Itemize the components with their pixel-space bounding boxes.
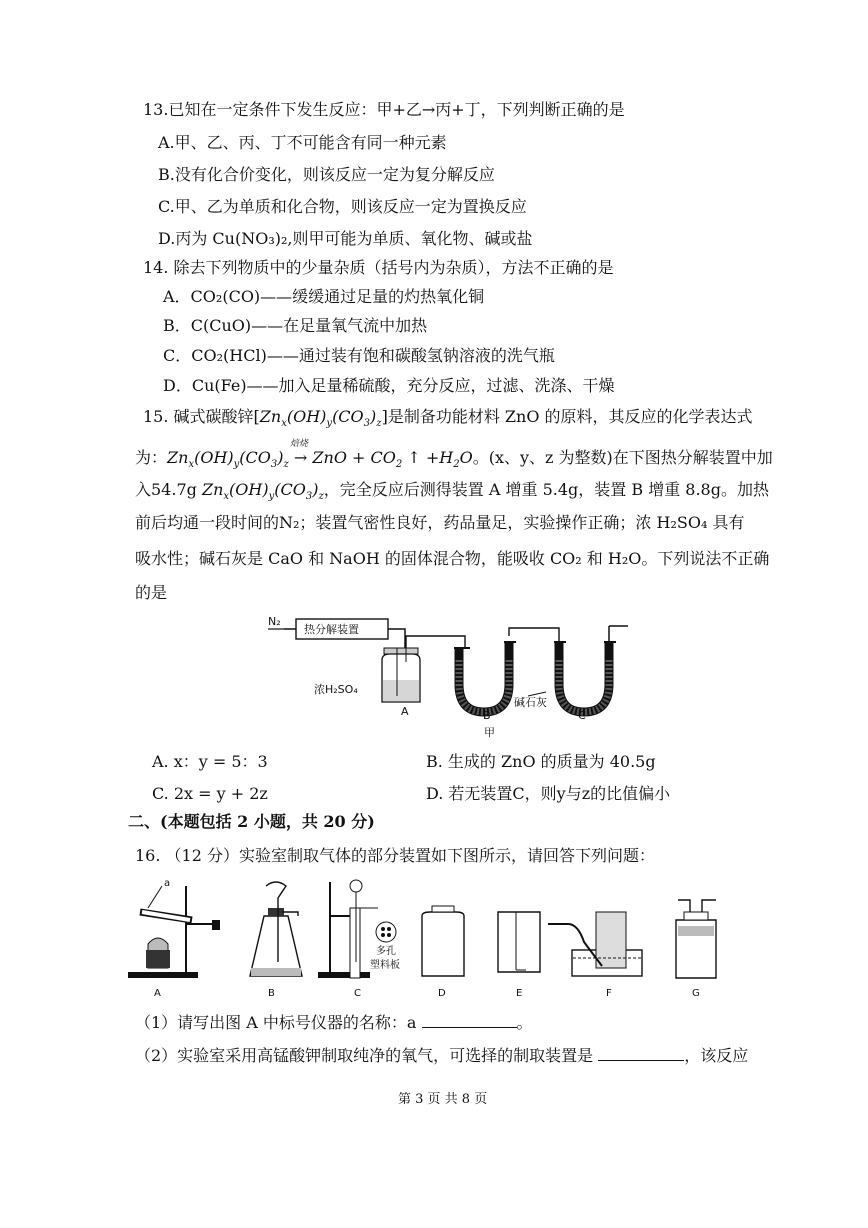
q16-stem: 16. （12 分）实验室制取气体的部分装置如下图所示，请回答下列问题： [135, 846, 655, 865]
q15-formula-2: $Zn_x(OH)_y(CO_3)_z$ [201, 480, 324, 503]
label-C: C [354, 988, 361, 999]
q15-line-1 [143, 407, 753, 430]
q15-line-1-start: 15. 碱式碳酸锌[ [143, 407, 260, 426]
label-E: E [516, 988, 523, 999]
label-small-a: a [164, 878, 171, 889]
answer-blank-1[interactable] [422, 1013, 517, 1028]
porous-plate-label-1: 多孔 [376, 946, 396, 957]
q14-stem: 14. 除去下列物质中的少量杂质（括号内为杂质），方法不正确的是 [143, 258, 614, 277]
q15-option-a: A. x：y = 5：3 [152, 752, 268, 771]
q15-option-c: C. 2x = y + 2z [152, 784, 268, 803]
q16-part-1-end: 。 [516, 1013, 533, 1032]
bottle-a [382, 648, 420, 702]
answer-blank-2[interactable] [598, 1046, 684, 1061]
q16-part-2-end: ，该反应 [684, 1046, 749, 1065]
label-b: B [483, 709, 491, 722]
gas-preparation-apparatus-figure [118, 872, 738, 1002]
q15-line-3 [135, 480, 769, 503]
apparatus-f [548, 912, 642, 999]
q13-option-b: B.没有化合价变化，则该反应一定为复分解反应 [158, 165, 495, 184]
q16-part-1-text: （1）请写出图 A 中标号仪器的名称：a [135, 1013, 417, 1032]
page-footer: 第 3 页 共 8 页 [398, 1092, 488, 1107]
q14-option-c: C．CO₂(HCl)——通过装有饱和碳酸氢钠溶液的洗气瓶 [163, 346, 555, 365]
label-c: C [578, 709, 586, 722]
q14-option-d: D．Cu(Fe)——加入足量稀硫酸，充分反应，过滤、洗涤、干燥 [163, 376, 615, 395]
q15-formula: $Zn_x(OH)_y(CO_3)_z$ [259, 407, 382, 430]
section-2-heading: 二、(本题包括 2 小题，共 20 分) [128, 812, 375, 831]
n2-label: N₂ [268, 615, 281, 628]
q15-line-6: 的是 [135, 583, 168, 602]
q13-option-c: C.甲、乙为单质和化合物，则该反应一定为置换反应 [158, 197, 527, 216]
soda-lime-label: 碱石灰 [514, 696, 547, 709]
q15-line-2-end: (x、y、z 为整数)在下图热分解装置中加 [488, 448, 773, 467]
q15-line-1-end: ]是制备功能材料 ZnO 的原料，其反应的化学表达式 [381, 407, 753, 426]
label-D: D [438, 988, 446, 999]
apparatus-c [318, 880, 400, 999]
q15-line-2-start: 为： [135, 448, 168, 467]
q14-option-a: A．CO₂(CO)——缓缓通过足量的灼热氧化铜 [163, 287, 485, 306]
q13-option-a: A.甲、乙、丙、丁不可能含有同一种元素 [158, 133, 447, 152]
apparatus-g [676, 900, 716, 999]
porous-plate-label-2: 塑料板 [370, 960, 400, 971]
q15-line-5: 吸水性；碱石灰是 CaO 和 NaOH 的固体混合物，能吸收 CO₂ 和 H₂O。下列说法不正确 [135, 549, 770, 568]
label-A: A [154, 988, 161, 999]
u-tube-b [454, 642, 516, 712]
q15-option-d: D. 若无装置C，则y与z的比值偏小 [426, 784, 671, 803]
q16-part-2-text: （2）实验室采用高锰酸钾制取纯净的氧气，可选择的制取装置是 [135, 1046, 594, 1065]
thermal-decomposition-apparatus-figure [260, 612, 640, 742]
q15-option-b: B. 生成的 ZnO 的质量为 40.5g [426, 752, 656, 771]
q15-equation: $Zn_x(OH)_y(CO_3)_z$ 焙烧 → ZnO + $CO_2$ ↑ $+H_2O$ [167, 448, 473, 467]
apparatus-e [498, 912, 540, 999]
roasting-condition: 焙烧 [289, 439, 308, 449]
q13-option-d: D.丙为 Cu(NO₃)₂,则甲可能为单质、氧化物、碱或盐 [158, 229, 533, 248]
q15-line-4: 前后均通一段时间的N₂；装置气密性良好，药品量足，实验操作正确；浓 H₂SO₄ 具有 [135, 513, 745, 532]
label-G: G [692, 988, 700, 999]
figure-caption: 甲 [484, 726, 495, 739]
q14-option-b: B．C(CuO)——在足量氧气流中加热 [163, 316, 428, 335]
q13-stem: 13.已知在一定条件下发生反应：甲+乙→丙+丁，下列判断正确的是 [143, 100, 625, 119]
label-F: F [606, 988, 612, 999]
q15-line-2: 为：$Zn_x(OH)_y(CO_3)_z$ 焙烧 → ZnO + $CO_2$ ↑ $+H_2O$。(x、y、z 为整数)在下图热分解装置中加 [135, 448, 773, 468]
acid-label: 浓H₂SO₄ [314, 683, 358, 696]
label-B: B [268, 988, 275, 999]
apparatus-b [250, 882, 302, 999]
apparatus-d [422, 906, 464, 999]
apparatus-a [128, 878, 220, 999]
heating-device-label: 热分解装置 [304, 623, 359, 636]
label-a: A [401, 705, 409, 718]
u-tube-c [554, 626, 628, 712]
q15-line-3-end: ，完全反应后测得装置 A 增重 5.4g，装置 B 增重 8.8g。加热 [323, 480, 769, 499]
q15-line-3-start: 入54.7g [135, 480, 197, 499]
q16-part-1 [135, 1013, 533, 1033]
q16-part-2 [135, 1046, 748, 1066]
